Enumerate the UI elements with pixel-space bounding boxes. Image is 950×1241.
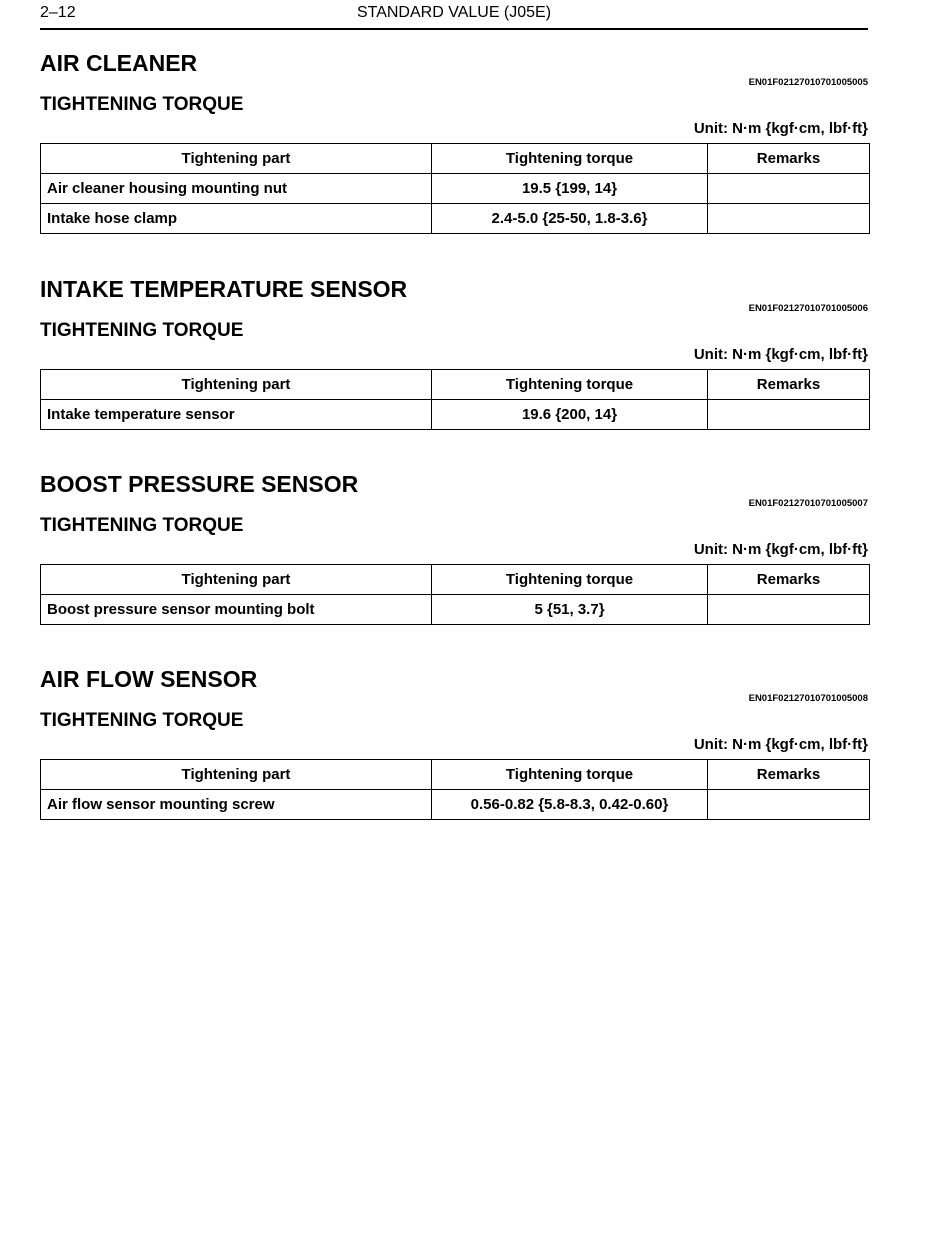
cell-remarks [708, 204, 870, 234]
page-number: 2–12 [40, 4, 76, 21]
cell-torque: 5 {51, 3.7} [432, 595, 708, 625]
cell-torque: 0.56-0.82 {5.8-8.3, 0.42-0.60} [432, 790, 708, 820]
cell-remarks [708, 174, 870, 204]
unit-label: Unit: N·m {kgf·cm, lbf·ft} [693, 346, 868, 363]
table-header-row [41, 370, 870, 400]
column-header-torque: Tightening torque [432, 370, 708, 400]
cell-remarks [708, 790, 870, 820]
section-title: BOOST PRESSURE SENSOR [40, 471, 359, 497]
subsection-title: TIGHTENING TORQUE [40, 710, 244, 731]
table-row [41, 204, 870, 234]
table-header-row [41, 760, 870, 790]
table-header-row [41, 565, 870, 595]
table-header-row [41, 144, 870, 174]
document-code: EN01F02127010701005008 [748, 693, 868, 704]
document-code: EN01F02127010701005007 [748, 498, 868, 509]
page-title: STANDARD VALUE (J05E) [356, 4, 552, 21]
unit-label: Unit: N·m {kgf·cm, lbf·ft} [693, 736, 868, 753]
cell-part: Air flow sensor mounting screw [41, 790, 432, 820]
subsection-title: TIGHTENING TORQUE [40, 94, 244, 115]
document-code: EN01F02127010701005005 [748, 77, 868, 88]
unit-label: Unit: N·m {kgf·cm, lbf·ft} [693, 541, 868, 558]
section-title: INTAKE TEMPERATURE SENSOR [40, 276, 408, 302]
column-header-part: Tightening part [41, 144, 432, 174]
cell-remarks [708, 595, 870, 625]
column-header-part: Tightening part [41, 370, 432, 400]
column-header-remarks: Remarks [708, 760, 870, 790]
cell-torque: 19.5 {199, 14} [432, 174, 708, 204]
column-header-torque: Tightening torque [432, 144, 708, 174]
section-title: AIR FLOW SENSOR [40, 666, 258, 692]
torque-table [40, 143, 870, 234]
page-header [40, 4, 868, 30]
cell-torque: 2.4-5.0 {25-50, 1.8-3.6} [432, 204, 708, 234]
column-header-torque: Tightening torque [432, 565, 708, 595]
torque-table [40, 564, 870, 625]
cell-part: Intake temperature sensor [41, 400, 432, 430]
cell-part: Boost pressure sensor mounting bolt [41, 595, 432, 625]
table-row [41, 400, 870, 430]
cell-part: Air cleaner housing mounting nut [41, 174, 432, 204]
table-row [41, 174, 870, 204]
column-header-remarks: Remarks [708, 565, 870, 595]
column-header-remarks: Remarks [708, 144, 870, 174]
cell-remarks [708, 400, 870, 430]
section-title: AIR CLEANER [40, 50, 198, 76]
cell-torque: 19.6 {200, 14} [432, 400, 708, 430]
column-header-torque: Tightening torque [432, 760, 708, 790]
column-header-remarks: Remarks [708, 370, 870, 400]
column-header-part: Tightening part [41, 760, 432, 790]
table-row [41, 790, 870, 820]
torque-table [40, 759, 870, 820]
column-header-part: Tightening part [41, 565, 432, 595]
cell-part: Intake hose clamp [41, 204, 432, 234]
document-code: EN01F02127010701005006 [748, 303, 868, 314]
subsection-title: TIGHTENING TORQUE [40, 320, 244, 341]
table-row [41, 595, 870, 625]
subsection-title: TIGHTENING TORQUE [40, 515, 244, 536]
unit-label: Unit: N·m {kgf·cm, lbf·ft} [693, 120, 868, 137]
torque-table [40, 369, 870, 430]
